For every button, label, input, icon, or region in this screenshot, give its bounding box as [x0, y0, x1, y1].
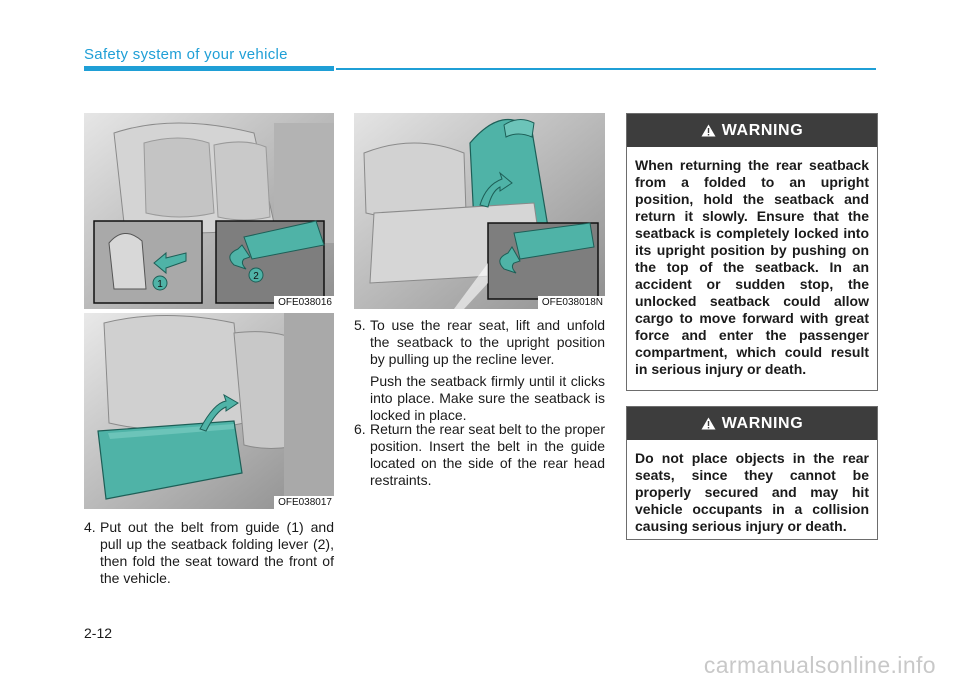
- warning-triangle-icon: [701, 417, 716, 430]
- callout-1: 1: [157, 279, 163, 290]
- warning-title: WARNING: [721, 414, 804, 432]
- warning-text: When returning the rear seatback from a folded to an upright position, hold the seatback and return it slowly. Ensure that the seatback is completely locked into its upright position by pushing on the top of the seatback. In an accident or sudden stop, the unlocked seatback could allow cargo to move forward with great force and enter the passenger compartment, which could result in serious injury or death.: [635, 157, 869, 377]
- seat-lever-illustration: [84, 113, 334, 309]
- warning-box-objects: [626, 406, 878, 540]
- header-rule-thick: [84, 66, 334, 71]
- step-4: [84, 519, 334, 592]
- photo-seat-lever: [84, 113, 334, 309]
- seat-folded-illustration: [84, 313, 334, 509]
- warning-triangle-icon: [701, 124, 716, 137]
- photo-code: OFE038017: [274, 496, 334, 509]
- callout-2: 2: [253, 271, 259, 282]
- step-5: [354, 317, 605, 429]
- step-6: [354, 421, 605, 494]
- photo-code: OFE038018N: [538, 296, 605, 309]
- page-number: 2-12: [84, 625, 113, 641]
- step-number: 4.: [84, 519, 96, 535]
- warning-text: Do not place objects in the rear seats, since they cannot be properly secured and may hit vehicle occupants in a collision causing serious injury or death.: [635, 450, 869, 534]
- seat-unfold-illustration: [354, 113, 605, 309]
- step-text: Put out the belt from guide (1) and pull up the seatback folding lever (2), then fold the seat toward the front of the vehicle.: [100, 519, 334, 586]
- step-number: 6.: [354, 421, 366, 437]
- step-text-continued: Push the seatback firmly until it clicks into place. Make sure the seatback is locked in place.: [370, 373, 605, 423]
- step-text: To use the rear seat, lift and unfold the seatback to the upright position by pulling up the recline lever.: [370, 317, 605, 367]
- photo-code: OFE038016: [274, 296, 334, 309]
- warning-header: [627, 114, 877, 147]
- header-rule-thin: [336, 68, 876, 70]
- section-title: Safety system of your vehicle: [84, 46, 288, 63]
- warning-header: [627, 407, 877, 440]
- watermark: carmanualsonline.info: [703, 652, 936, 678]
- warning-box-seatback: [626, 113, 878, 391]
- step-text: Return the rear seat belt to the proper position. Insert the belt in the guide located on the side of the rear head restraints.: [370, 421, 605, 488]
- step-number: 5.: [354, 317, 366, 333]
- photo-seat-folded: [84, 313, 334, 509]
- warning-title: WARNING: [721, 121, 804, 139]
- photo-seat-unfold: [354, 113, 605, 309]
